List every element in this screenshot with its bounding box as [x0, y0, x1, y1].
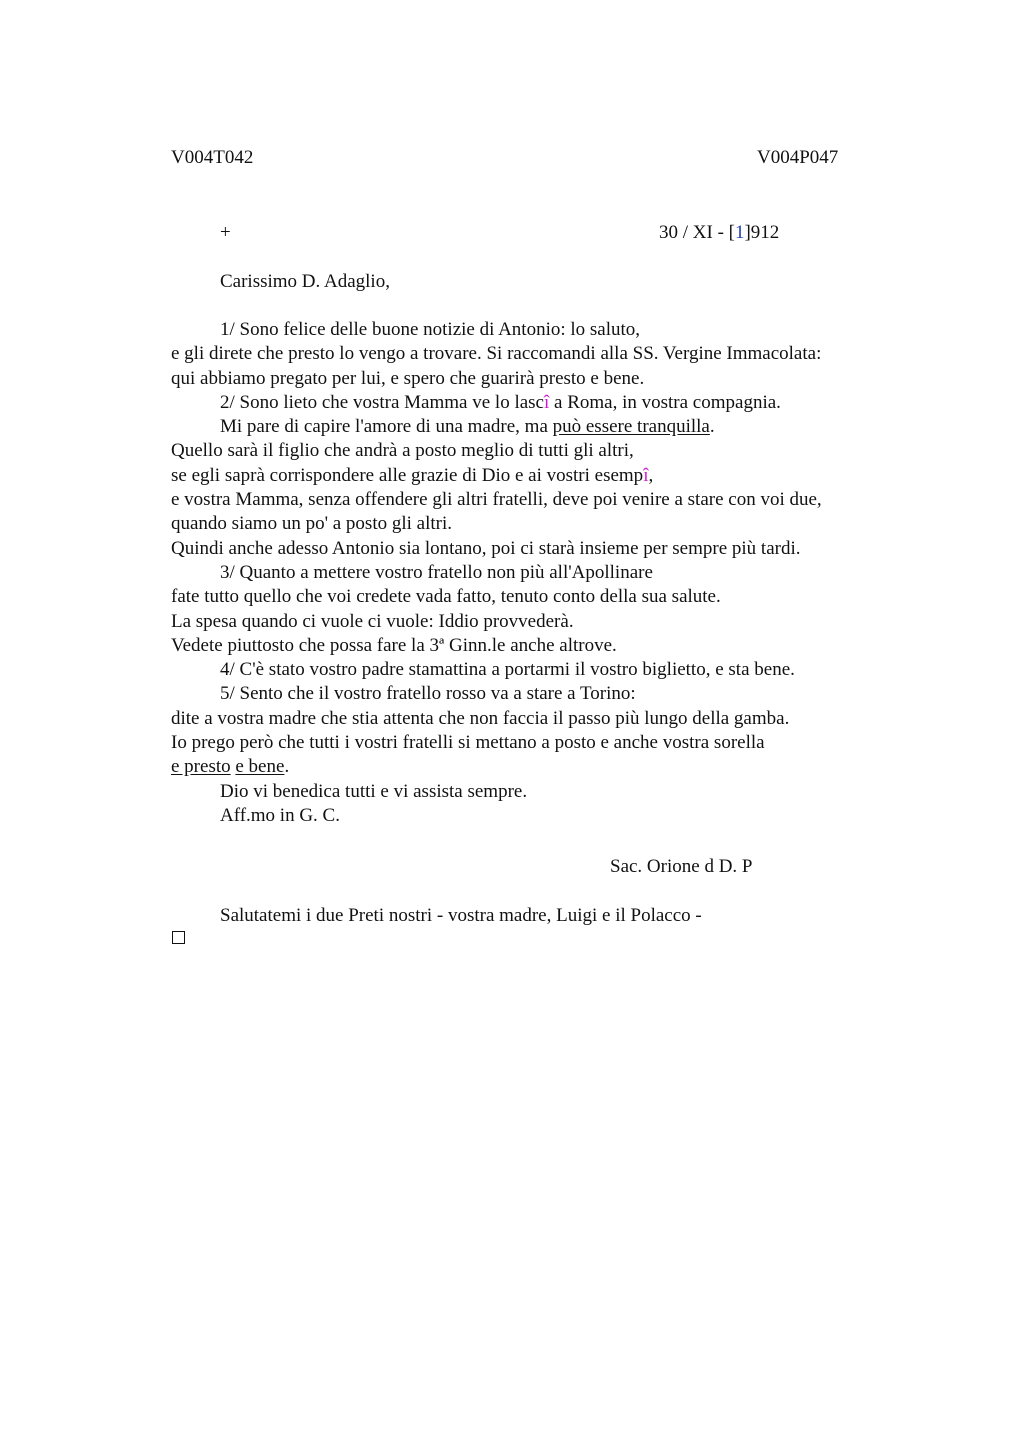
letter-line	[171, 415, 931, 439]
date-post: ]912	[744, 222, 780, 243]
underlined-text: e bene	[235, 756, 285, 778]
document-ref-right: V004P047	[757, 147, 839, 168]
editorial-mark: î	[543, 391, 550, 413]
letter-line: quando siamo un po' a posto gli altri.	[171, 513, 453, 535]
letter-line	[171, 755, 931, 779]
letter-line: dite a vostra madre che stia attenta che non faccia il passo più lungo della gamba.	[171, 707, 790, 729]
letter-line	[171, 391, 931, 415]
line-text: 2/ Sono lieto che vostra Mamma ve lo lasc	[220, 391, 544, 413]
underlined-text: e presto	[171, 756, 231, 778]
letter-line: Quello sarà il figlio che andrà a posto meglio di tutti gli altri,	[171, 440, 634, 462]
letter-line: fate tutto quello che voi credete vada fatto, tenuto conto della sua salute.	[171, 586, 721, 608]
letter-body	[171, 318, 931, 828]
letter-line	[171, 464, 931, 488]
letter-line: Io prego però che tutti i vostri fratelli si mettano a posto e anche vostra sorella	[171, 732, 765, 754]
underlined-text: può essere tranquilla	[552, 416, 710, 438]
signature: Sac. Orione d D. P	[610, 856, 753, 877]
line-text: .	[709, 416, 715, 438]
letter-line: 1/ Sono felice delle buone notizie di Antonio: lo saluto,	[220, 319, 641, 340]
line-text: Mi pare di capire l'amore di una madre, ma	[220, 416, 553, 438]
letter-line: 3/ Quanto a mettere vostro fratello non più all'Apollinare	[220, 561, 653, 583]
cross-mark: +	[220, 222, 231, 243]
letter-line: e gli direte che presto lo vengo a trovare. Si raccomandi alla SS. Vergine Immacolata:	[171, 343, 822, 365]
line-text: se egli saprà corrispondere alle grazie di Dio e ai vostri esemp	[171, 464, 644, 486]
postscript: Salutatemi i due Preti nostri - vostra madre, Luigi e il Polacco -	[220, 905, 702, 926]
line-text: .	[284, 756, 290, 778]
greeting: Carissimo D. Adaglio,	[220, 271, 390, 292]
line-text: a Roma, in vostra compagnia.	[549, 391, 781, 413]
letter-line: La spesa quando ci vuole ci vuole: Iddio provvederà.	[171, 610, 574, 632]
letter-line: e vostra Mamma, senza offendere gli altri fratelli, deve poi venire a stare con voi due,	[171, 489, 822, 511]
letter-line: 5/ Sento che il vostro fratello rosso va a stare a Torino:	[220, 683, 636, 705]
editorial-mark: î	[643, 464, 649, 486]
letter-line: 4/ C'è stato vostro padre stamattina a portarmi il vostro biglietto, e sta bene.	[220, 659, 795, 681]
letter-date	[659, 222, 779, 244]
letter-line: qui abbiamo pregato per lui, e spero che guarirà presto e bene.	[171, 367, 645, 389]
date-bracket-digit: 1	[734, 222, 745, 243]
line-text: ,	[648, 464, 654, 486]
document-ref-left: V004T042	[171, 147, 254, 168]
checkbox-icon	[172, 931, 185, 944]
letter-line: Aff.mo in G. C.	[220, 804, 340, 826]
letter-line: Vedete piuttosto che possa fare la 3ª Ginn.le anche altrove.	[171, 634, 617, 656]
letter-line: Dio vi benedica tutti e vi assista sempre.	[220, 780, 528, 802]
date-pre: 30 / XI - [	[659, 222, 735, 243]
letter-line: Quindi anche adesso Antonio sia lontano, poi ci starà insieme per sempre più tardi.	[171, 537, 801, 559]
